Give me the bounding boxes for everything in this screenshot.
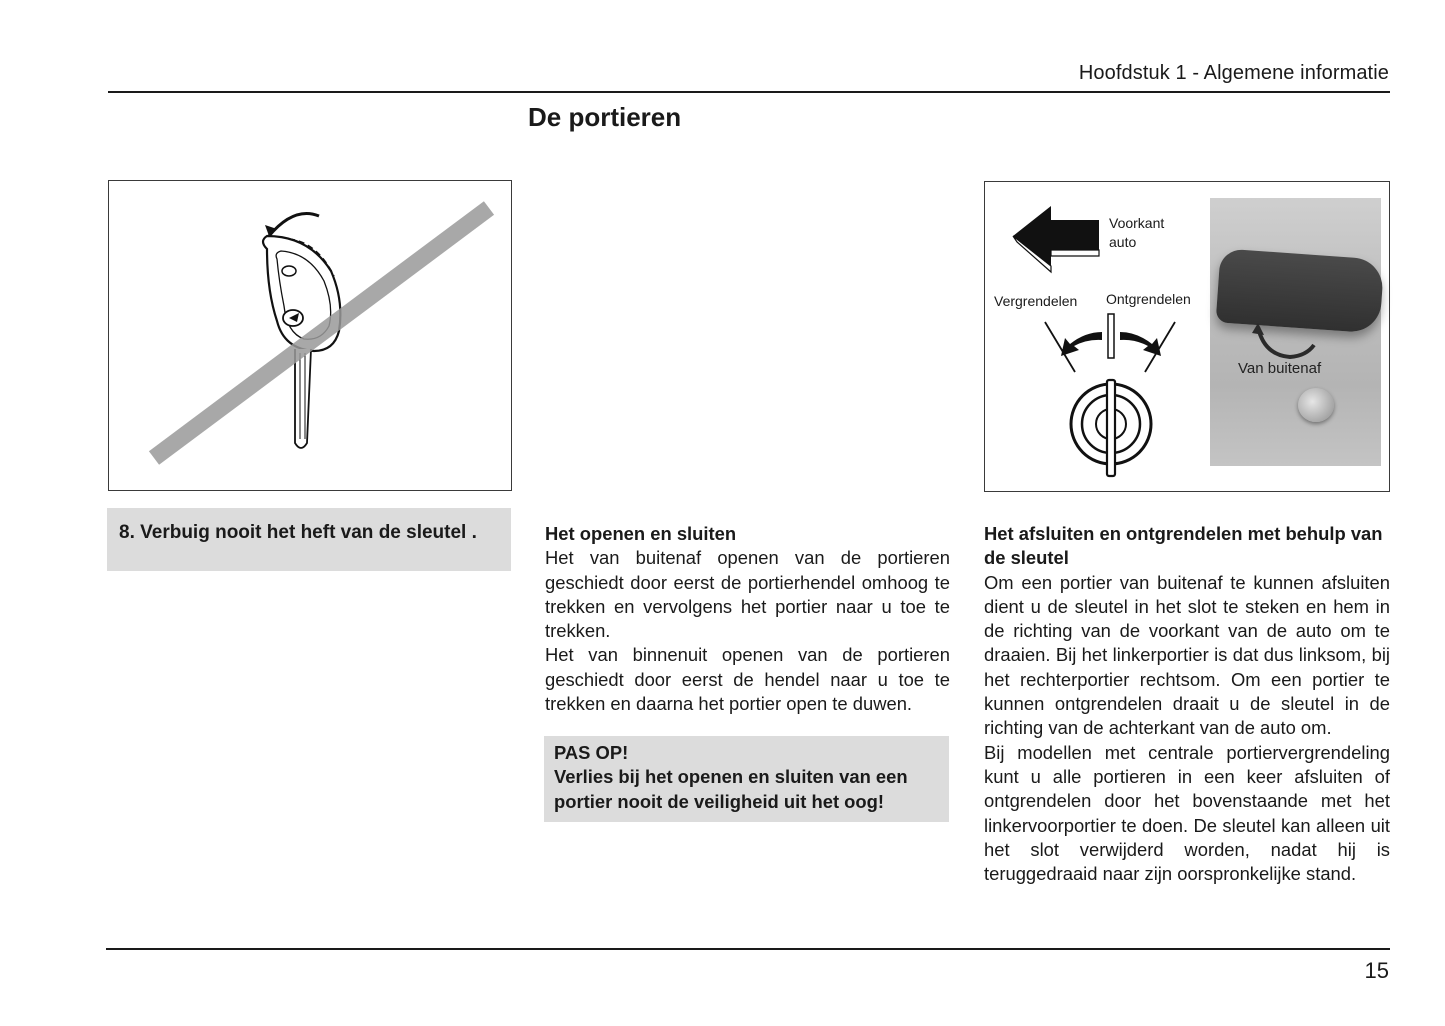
locking-heading: Het afsluiten en ontgrendelen met behulp van de sleutel bbox=[984, 523, 1383, 569]
chapter-header: Hoofdstuk 1 - Algemene informatie bbox=[1078, 62, 1389, 84]
locking-paragraph-2: Bij modellen met centrale portiervergrendeling kunt u alle portieren in een keer afsluiten of ontgrendelen door het bovenstaande met het linkervoorportier te doen. De sleutel kan alleen uit het slot verwijderd worden, nadat hij is teruggedraaid naar zijn oorspronkelijke stand. bbox=[984, 741, 1390, 885]
locking-paragraph-1: Om een portier van buitenaf te kunnen afsluiten dient u de sleutel in het slot te steken en hem in de richting van de voorkant van de auto om te draaien. Bij het linkerportier is dat dus linksom, bij het rechterportier rechtsom. Om een portier te kunnen ontgrendelen draait u de sleutel in de richting van de achterkant van de auto om. bbox=[984, 571, 1390, 739]
page-title: De portieren bbox=[528, 102, 682, 132]
footer-rule bbox=[106, 948, 1390, 950]
front-arrow-icon bbox=[1011, 200, 1103, 274]
unlock-label: Ontgrendelen bbox=[1106, 291, 1191, 307]
locking-section bbox=[984, 522, 1390, 886]
bent-key-prohibited-icon bbox=[109, 181, 511, 490]
lock-figure bbox=[984, 181, 1390, 492]
lock-cylinder-icon bbox=[1025, 312, 1185, 480]
key-figure bbox=[108, 180, 512, 491]
front-label-line1: Voorkant bbox=[1109, 215, 1165, 231]
opening-paragraph-1: Het van buitenaf openen van de portieren geschiedt door eerst de portierhendel omhoog te trekken en vervolgens het portier naar u toe te trekken. bbox=[545, 547, 950, 642]
front-label-line2: auto bbox=[1109, 234, 1137, 250]
warning-text: Verlies bij het openen en sluiten van een portier nooit de veiligheid uit het oog! bbox=[554, 766, 908, 812]
key-caption-box bbox=[107, 508, 511, 571]
opening-paragraph-2: Het van binnenuit openen van de portieren geschiedt door eerst de hendel naar u toe te trekken en daarna het portier open te duwen. bbox=[545, 644, 950, 715]
page-number: 15 bbox=[1364, 958, 1389, 983]
key-caption: 8. Verbuig nooit het heft van de sleutel . bbox=[119, 522, 477, 543]
warning-title: PAS OP! bbox=[554, 742, 629, 763]
lift-arrow-icon bbox=[1250, 323, 1320, 363]
header-rule bbox=[108, 91, 1390, 93]
outside-label: Van buitenaf bbox=[1238, 360, 1322, 377]
opening-section bbox=[545, 522, 950, 716]
opening-heading: Het openen en sluiten bbox=[545, 523, 737, 544]
keyhole bbox=[1298, 388, 1334, 422]
lock-label: Vergrendelen bbox=[994, 293, 1078, 309]
door-handle-photo bbox=[1210, 198, 1381, 466]
door-handle bbox=[1216, 248, 1385, 333]
warning-box bbox=[544, 736, 949, 822]
